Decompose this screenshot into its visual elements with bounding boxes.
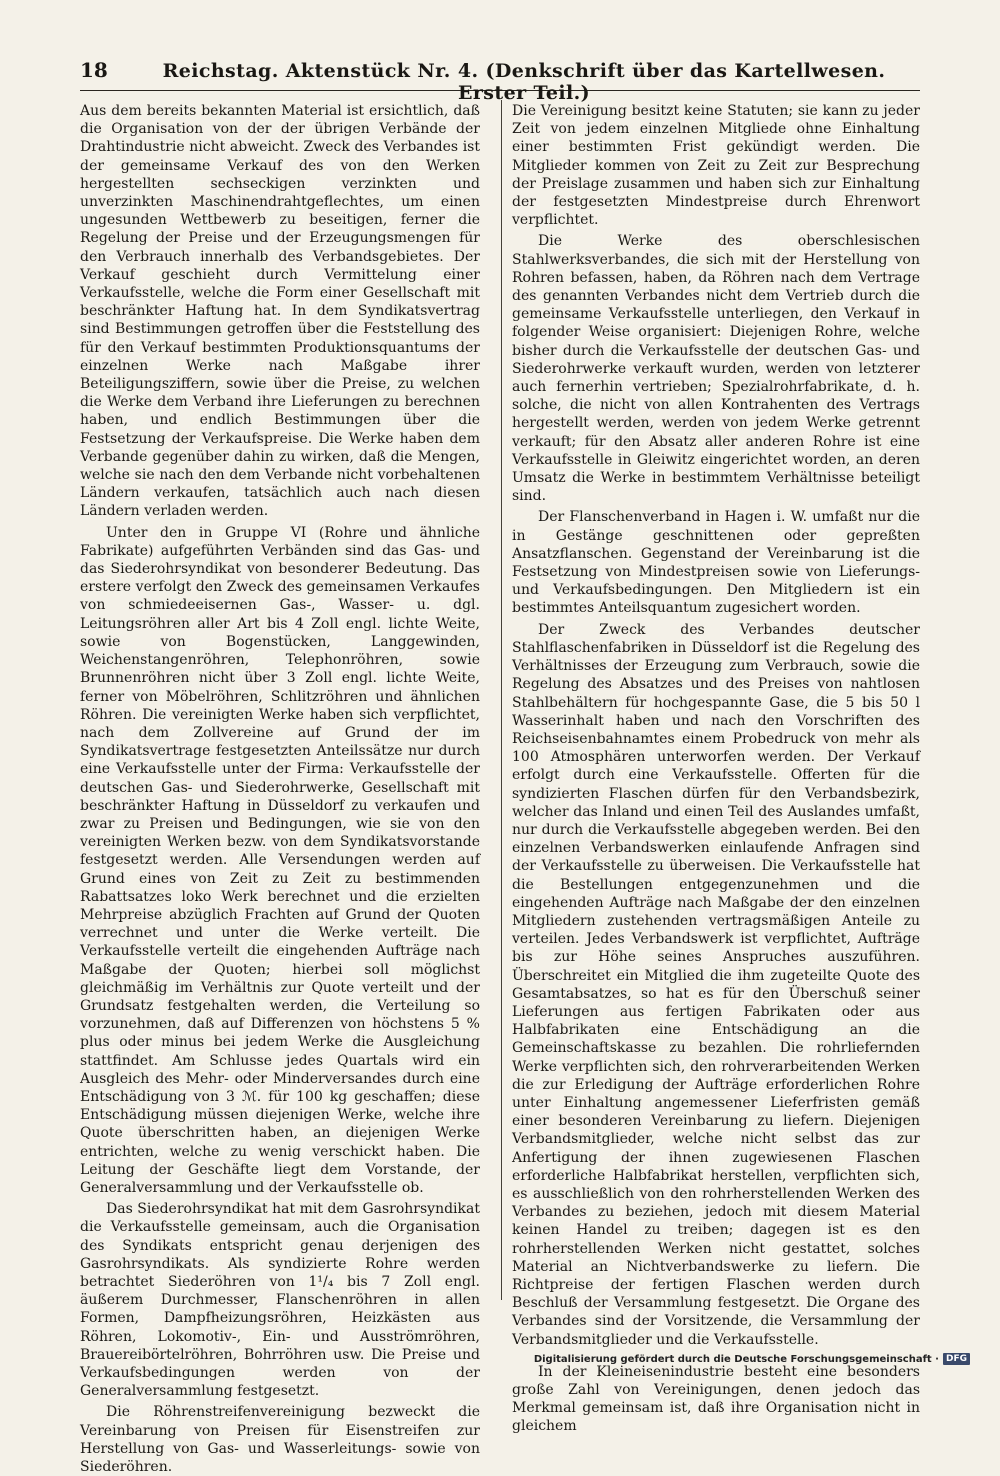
paragraph: Der Zweck des Verbandes deutscher Stahlflaschenfabriken in Düsseldorf ist die Regelung des Verhältnisses der Erzeugung zum Verbrauch, sowie die Regelung des Absatzes und des Preises von nahtlosen Stahlbehältern für hochgespannte Gase, die 5 bis 50 l Wasserinhalt haben und nach den Vorschriften des Reichseisenbahnamtes einem Probedruck von mehr als 100 Atmosphären unterworfen werden. Der Verkauf erfolgt durch eine Verkaufsstelle. Offerten für die syndizierten Flaschen dürfen für den Verbandsbezirk, welcher das Inland und einen Teil des Auslandes umfaßt, nur durch die Verkaufsstelle abgegeben werden. Bei den einzelnen Verbandswerken einlaufende Anfragen sind der Verkaufsstelle zu überweisen. Die Verkaufsstelle hat die Bestellungen entgegenzunehmen und die eingehenden Aufträge nach Maßgabe der den einzelnen Mitgliedern zustehenden vertragsmäßigen Anteile zu verteilen. Jedes Verbandswerk ist verpflichtet, Aufträge bis zur Höhe seines Anspruches auszuführen. Überschreitet ein Mitglied die ihm zugeteilte Quote des Gesamtabsatzes, so hat es für den Überschuß seiner Lieferungen aus fertigen Fabrikaten oder aus Halbfabrikaten eine Entschädigung an die Gemeinschaftskasse zu bezahlen. Die rohrliefernden Werke verpflichten sich, den rohrverarbeitenden Werken die zur Erledigung der Aufträge erforderlichen Rohre unter Einhaltung angemessener Lieferfristen gemäß einer besonderen Vereinbarung zu liefern. Diejenigen Verbandsmitglieder, welche nicht selbst das zur Anfertigung der ihnen zugewiesenen Flaschen erforderliche Halbfabrikat herstellen, verpflichten sich, es ausschließlich von den rohrherstellenden Werken des Verbandes zu beziehen, jedoch mit diesem Material keinen Handel zu treiben; dagegen ist es den rohrherstellenden Werken nicht gestattet, solches Material an Nichtverbandswerke zu liefern. Die Richtpreise der fertigen Flaschen werden durch Beschluß der Versammlung festgesetzt. Die Organe des Verbandes sind der Vorsitzende, die Versammlung der Verbandsmitglieder und die Verkaufsstelle. <box>512 621 920 1348</box>
running-title: Reichstag. Aktenstück Nr. 4. (Denkschrift über das Kartellwesen. Erster Teil.) <box>162 60 886 104</box>
right-column <box>512 102 920 1436</box>
dfg-logo: DFG <box>943 1353 970 1365</box>
paragraph: Die Vereinigung besitzt keine Statuten; sie kann zu jeder Zeit von jedem einzelnen Mitgliede ohne Einhaltung einer bestimmten Frist gekündigt werden. Die Mitglieder kommen von Zeit zu Zeit zur Besprechung der Preislage zusammen und haben sich zur Einhaltung der festgesetzten Mindestpreise durch Ehrenwort verpflichtet. <box>512 103 920 229</box>
paragraph: Der Flanschenverband in Hagen i. W. umfaßt nur die in Gestänge geschnittenen oder gepreßten Ansatzflanschen. Gegenstand der Vereinbarung ist die Festsetzung von Mindestpreisen sowie von Lieferungs- und Verkaufsbedingungen. Den Mitgliedern ist ein bestimmtes Anteilsquantum zugesichert worden. <box>512 509 920 617</box>
paragraph: In der Kleineisenindustrie besteht eine besonders große Zahl von Vereinigungen, denen jedoch das Merkmal gemeinsam ist, daß ihre Organisation nicht in gleichem <box>512 1363 920 1435</box>
paragraph: Aus dem bereits bekannten Material ist ersichtlich, daß die Organisation von der der übrigen Verbände der Drahtindustrie nicht abweicht. Zweck des Verbandes ist der gemeinsame Verkauf des von den Werken hergestellten sechseckigen verzinkten und unverzinkten Maschinendrahtgeflechtes, um einen ungesunden Wettbewerb zu beseitigen, ferner die Regelung der Preise und der Erzeugungsmengen für den Verbrauch innerhalb des Verbandsgebietes. Der Verkauf geschieht durch Vermittelung einer Verkaufsstelle, welche die Form einer Gesellschaft mit beschränkter Haftung hat. In dem Syndikatsvertrag sind Bestimmungen getroffen über die Feststellung des für den Verkauf bestimmten Produktionsquantums der einzelnen Werke nach Maßgabe ihrer Beteiligungsziffern, sowie über die Preise, zu welchen die Werke dem Verband ihre Lieferungen zu berechnen haben, und endlich Bestimmungen über die Festsetzung der Verkaufspreise. Die Werke haben dem Verbande gegenüber dahin zu wirken, daß die Mengen, welche sie nach den dem Verbande nicht vorbehaltenen Ländern verkaufen, tatsächlich auch nach diesen Ländern verladen werden. <box>80 103 480 520</box>
paragraph: Das Siederohrsyndikat hat mit dem Gasrohrsyndikat die Verkaufsstelle gemeinsam, auch die Organisation des Syndikats entspricht genau derjenigen des Gasrohrsyndikats. Als syndizierte Rohre werden betrachtet Siederöhren von 1¹/₄ bis 7 Zoll engl. äußerem Durchmesser, Flanschenröhren in allen Formen, Dampfheizungsröhren, Heizkästen aus Röhren, Lokomotiv-, Ein- und Ausströmröhren, Brauereibörtelröhren, Bohrröhren usw. Die Preise und Verkaufsbedingungen werden von der Generalversammlung festgesetzt. <box>80 1201 480 1400</box>
credit-text: Digitalisierung gefördert durch die Deutsche Forschungsgemeinschaft · <box>533 1353 939 1365</box>
digitization-credit <box>534 1353 970 1365</box>
left-column <box>80 102 480 1476</box>
page-header <box>80 58 920 104</box>
paragraph: Unter den in Gruppe VI (Rohre und ähnliche Fabrikate) aufgeführten Verbänden sind das Gas- und das Siederohrsyndikat von besonderer Bedeutung. Das erstere verfolgt den Zweck des gemeinsamen Verkaufes von schmiedeeisernen Gas-, Wasser- u. dgl. Leitungsröhren aller Art bis 4 Zoll engl. lichte Weite, sowie von Bogenstücken, Langgewinden, Weichenstangenröhren, Telephonröhren, sowie Brunnenröhren nicht über 3 Zoll engl. lichte Weite, ferner von Möbelröhren, Schlitzröhren und ähnlichen Röhren. Die vereinigten Werke haben sich verpflichtet, nach dem Zollvereine auf Grund der im Syndikatsvertrage festgesetzten Anteilssätze nur durch eine Verkaufsstelle unter der Firma: Verkaufsstelle der deutschen Gas- und Siederohrwerke, Gesellschaft mit beschränkter Haftung in Düsseldorf zu verkaufen und zwar zu Preisen und Bedingungen, wie sie von den vereinigten Werken bezw. von dem Syndikatsvorstande festgesetzt werden. Alle Versendungen werden auf Grund eines von Zeit zu Zeit zu bestimmenden Rabattsatzes loko Werk berechnet und die erzielten Mehrpreise abzüglich Frachten auf Grund der Quoten verrechnet und unter die Werke verteilt. Die Verkaufsstelle verteilt die eingehenden Aufträge nach Maßgabe der Quoten; hierbei soll möglichst gleichmäßig im Verhältnis zur Quote verteilt und der Grundsatz festgehalten werden, die Verteilung so vorzunehmen, daß auf Differenzen von höchstens 5 % plus oder minus bei jedem Werke die Ausgleichung stattfindet. Am Schlusse jedes Quartals wird ein Ausgleich des Mehr- oder Minderversandes durch eine Entschädigung von 3 ℳ. für 100 kg geschaffen; diese Entschädigung müssen diejenigen Werke, welche ihre Quote überschritten haben, an diejenigen Werke entrichten, welche zu wenig verschickt haben. Die Leitung der Geschäfte liegt dem Vorstande, der Generalversammlung und der Verkaufsstelle ob. <box>80 524 480 1196</box>
paragraph: Die Werke des oberschlesischen Stahlwerksverbandes, die sich mit der Herstellung von Rohren befassen, haben, da Röhren nach dem Vertrage des genannten Verbandes nicht dem Vertrieb durch die gemeinsame Verkaufsstelle unterliegen, den Verkauf in folgender Weise organisiert: Diejenigen Rohre, welche bisher durch die Verkaufsstelle der deutschen Gas- und Siederohrwerke verkauft wurden, werden von letzterer auch fernerhin vertrieben; Spezialrohrfabrikate, d. h. solche, die nicht von allen Kontrahenten des Vertrags hergestellt werden, werden von jedem Werke getrennt verkauft; für den Absatz aller anderen Rohre ist eine Verkaufsstelle in Gleiwitz eingerichtet worden, an deren Umsatz die Werke in bestimmtem Verhältnisse beteiligt sind. <box>512 233 920 505</box>
column-divider <box>501 100 502 1300</box>
page-number: 18 <box>80 58 108 82</box>
paragraph: Die Röhrenstreifenvereinigung bezweckt die Vereinbarung von Preisen für Eisenstreifen zur Herstellung von Gas- und Wasserleitungs- sowie von Siederöhren. <box>80 1404 480 1476</box>
